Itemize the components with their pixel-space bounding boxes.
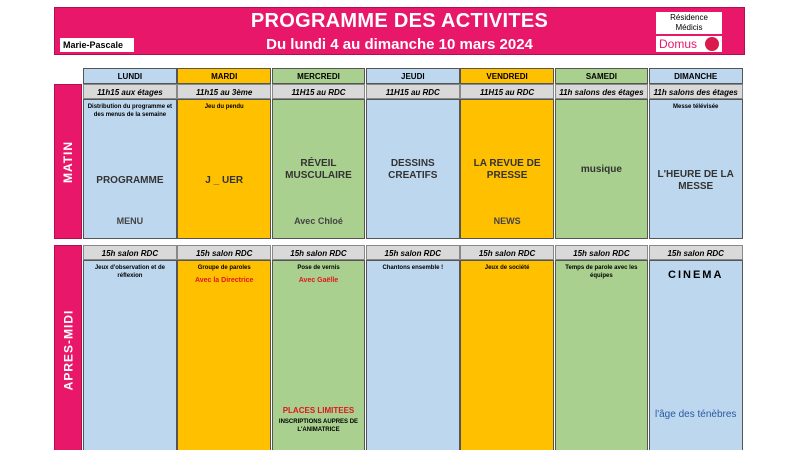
activity-illustration (656, 130, 736, 232)
afternoon-location: 15h salon RDC (177, 245, 271, 260)
day-header: MARDI (177, 68, 271, 84)
afternoon-activity (649, 260, 743, 450)
places-limited-note: PLACES LIMITEES (282, 406, 355, 415)
afternoon-activity (555, 260, 649, 450)
illustration-caption: musique (580, 164, 622, 175)
activity-description: Messe télévisée (673, 104, 719, 110)
afternoon-location: 15h salon RDC (460, 245, 554, 260)
brand-name: Domus (659, 37, 698, 51)
morning-activity (555, 99, 649, 239)
morning-location: 11H15 au RDC (366, 84, 460, 99)
illustration-caption: CINEMA (668, 269, 724, 281)
afternoon-activity (83, 260, 177, 450)
illustration-caption: L'HEURE DE LA MESSE (657, 169, 734, 192)
morning-location: 11h15 aux étages (83, 84, 177, 99)
day-header: MERCREDI (272, 68, 366, 84)
morning-activity (272, 99, 366, 239)
morning-activity (460, 99, 554, 239)
activity-host: Avec la Directrice (194, 277, 254, 284)
illustration-subcaption: NEWS (493, 216, 521, 226)
brand-logo (656, 36, 722, 52)
illustration-caption: PROGRAMME (96, 175, 164, 186)
header-banner (54, 7, 745, 55)
activity-host: Avec Gaëlle (298, 277, 339, 284)
illustration-caption: J _ UER (205, 175, 244, 186)
illustration-caption: DESSINS CREATIFS (388, 158, 438, 181)
activity-illustration (184, 130, 264, 232)
residence-label (656, 12, 722, 34)
activity-description: Jeux d'observation et de réflexion (94, 265, 165, 279)
activity-description: Jeux de société (484, 265, 530, 271)
morning-location: 11h15 au 3ème (177, 84, 271, 99)
afternoon-activity (366, 260, 460, 450)
page-subtitle: Du lundi 4 au dimanche 10 mars 2024 (266, 36, 533, 53)
morning-location: 11H15 au RDC (272, 84, 366, 99)
registration-note: INSCRIPTIONS AUPRES DE L'ANIMATRICE (278, 419, 359, 433)
activity-description: Groupe de paroles (197, 265, 251, 271)
activity-description: Pose de vernis (297, 265, 340, 271)
illustration-caption: LA REVUE DE PRESSE (473, 158, 541, 181)
page-title: PROGRAMME DES ACTIVITES (250, 10, 549, 32)
section-morning (54, 84, 82, 239)
activity-illustration (562, 108, 642, 232)
owner-label: Marie-Pascale (60, 38, 134, 52)
morning-location: 11h salons des étages (555, 84, 649, 99)
day-header: VENDREDI (460, 68, 554, 84)
afternoon-location: 15h salon RDC (555, 245, 649, 260)
afternoon-activity (177, 260, 271, 450)
section-afternoon-label: APRES-MIDI (61, 309, 76, 391)
illustration-subcaption: Avec Chloé (294, 216, 343, 226)
morning-location: 11h salons des étages (649, 84, 743, 99)
afternoon-location: 15h salon RDC (649, 245, 743, 260)
morning-activity (366, 99, 460, 239)
activity-illustration (467, 108, 547, 232)
morning-activity (177, 99, 271, 239)
afternoon-activity (460, 260, 554, 450)
activity-description: Distribution du programme et des menus de la semaine (87, 104, 173, 118)
activity-illustration (656, 269, 736, 334)
illustration-subcaption: MENU (116, 216, 144, 226)
afternoon-location: 15h salon RDC (83, 245, 177, 260)
afternoon-location: 15h salon RDC (272, 245, 366, 260)
residence-line: Médicis (675, 23, 703, 32)
section-afternoon (54, 245, 82, 450)
morning-activity (649, 99, 743, 239)
illustration-subcaption: l'âge des ténèbres (654, 409, 737, 420)
heart-icon (705, 37, 719, 51)
residence-line: Résidence (670, 13, 708, 22)
activity-illustration (373, 108, 453, 232)
afternoon-location: 15h salon RDC (366, 245, 460, 260)
section-morning-label: MATIN (61, 140, 76, 183)
day-header: JEUDI (366, 68, 460, 84)
activity-description: Jeu du pendu (204, 104, 244, 110)
activity-description: Temps de parole avec les équipes (565, 265, 638, 279)
day-header: LUNDI (83, 68, 177, 84)
activity-description: Chantons ensemble ! (382, 265, 444, 271)
morning-location: 11H15 au RDC (460, 84, 554, 99)
illustration-caption: RÉVEIL MUSCULAIRE (285, 158, 352, 181)
morning-activity (83, 99, 177, 239)
afternoon-activity (272, 260, 366, 450)
activity-illustration (90, 130, 170, 232)
day-header: DIMANCHE (649, 68, 743, 84)
activity-illustration (279, 108, 359, 232)
day-header: SAMEDI (555, 68, 649, 84)
